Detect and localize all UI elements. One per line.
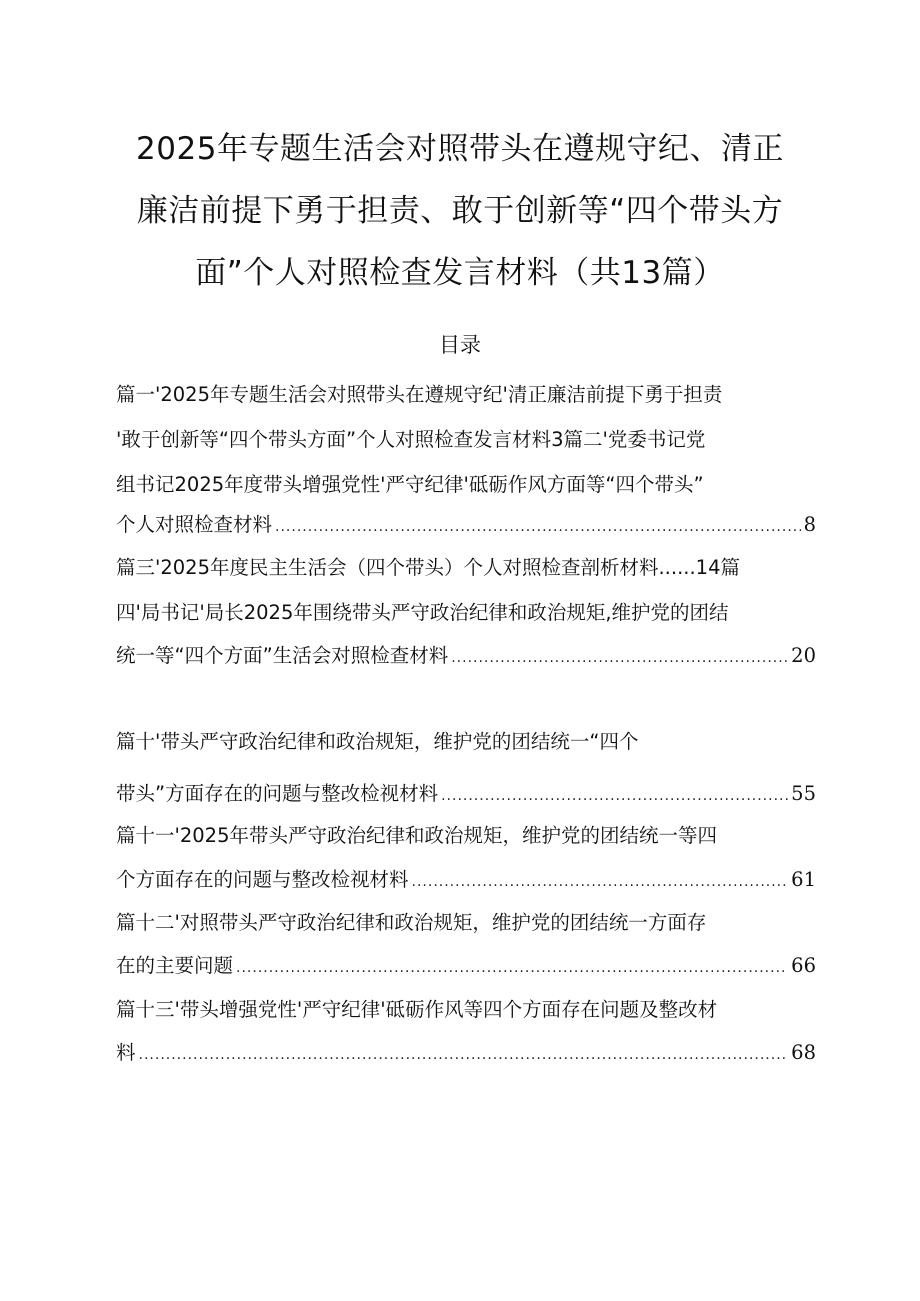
toc-page-number: 20 — [791, 644, 816, 667]
toc-line: 篇十一'2025年带头严守政治纪律和政治规矩，维护党的团结统一等四 — [116, 824, 717, 847]
dot-leader — [441, 781, 788, 811]
toc-entry-dotted[interactable] — [116, 641, 816, 673]
dot-leader — [451, 643, 788, 673]
dot-leader — [412, 867, 789, 897]
toc-entry-dotted[interactable] — [116, 865, 816, 897]
dot-leader — [275, 512, 801, 542]
toc-line: 篇十三'带头增强党性'严守纪律'砥砺作风等四个方面存在问题及整改材 — [116, 998, 718, 1021]
toc-entry-dotted[interactable] — [116, 951, 816, 983]
toc-entry-dotted[interactable] — [116, 1038, 816, 1070]
toc-page-number: 66 — [791, 954, 816, 977]
toc-page-number: 68 — [791, 1041, 816, 1064]
toc-line: 篇一'2025年专题生活会对照带头在遵规守纪'清正廉洁前提下勇于担责 — [116, 383, 723, 406]
toc-entry-text: 个人对照检查材料 — [116, 513, 273, 536]
title-line: 面”个人对照检查发言材料（共13篇） — [195, 255, 725, 291]
toc-page-number: 8 — [803, 513, 816, 536]
toc-entry-dotted[interactable] — [116, 779, 816, 811]
toc-entry-text: 料 — [116, 1041, 136, 1064]
toc-entry-text: 个方面存在的问题与整改检视材料 — [116, 868, 409, 891]
toc-line: 四'局书记'局长2025年围绕带头严守政治纪律和政治规矩,维护党的团结 — [116, 601, 729, 624]
toc-line: 篇十二'对照带头严守政治纪律和政治规矩，维护党的团结统一方面存 — [116, 911, 707, 934]
dot-leader — [139, 1040, 789, 1070]
toc-heading: 目录 — [439, 333, 481, 357]
toc-entry-text: 在的主要问题 — [116, 954, 234, 977]
toc-entry-dotted[interactable] — [116, 510, 816, 542]
toc-line: 篇十'带头严守政治纪律和政治规矩，维护党的团结统一“四个 — [116, 730, 639, 753]
toc-line: 篇三'2025年度民主生活会（四个带头）个人对照检查剖析材料......14篇 — [116, 556, 740, 579]
document-title — [0, 118, 920, 304]
toc-line: 组书记2025年度带头增强党性'严守纪律'砥砺作风方面等“四个带头” — [116, 473, 704, 496]
toc-page-number: 61 — [791, 868, 816, 891]
title-line: 廉洁前提下勇于担责、敢于创新等“四个带头方 — [136, 193, 784, 229]
toc-entry-text: 带头”方面存在的问题与整改检视材料 — [116, 782, 439, 805]
toc-page-number: 55 — [791, 782, 816, 805]
dot-leader — [236, 953, 788, 983]
title-line: 2025年专题生活会对照带头在遵规守纪、清正 — [136, 131, 784, 167]
toc-entry-text: 统一等“四个方面”生活会对照检查材料 — [116, 644, 449, 667]
toc-line: '敢于创新等“四个带头方面”个人对照检查发言材料3篇二'党委书记党 — [116, 428, 706, 451]
